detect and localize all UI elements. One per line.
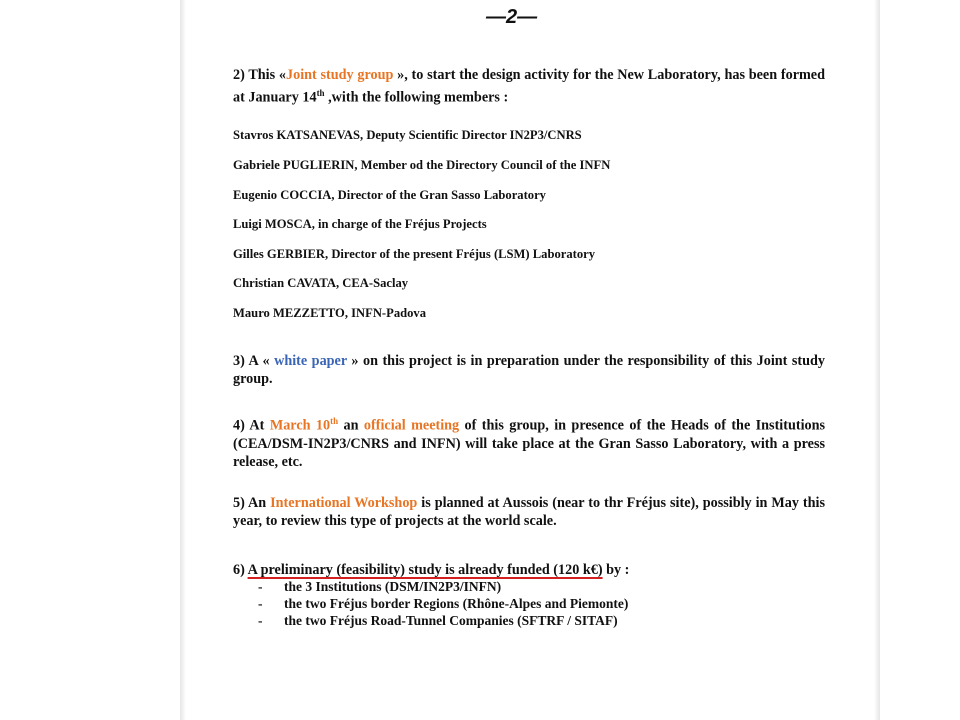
item-6-prefix: 6) <box>233 562 248 578</box>
member-item: Gabriele PUGLIERIN, Member od the Directory Council of the INFN <box>233 158 611 172</box>
item-6-paragraph <box>233 561 825 579</box>
item-4-sup: th <box>330 416 339 426</box>
item-4-prefix: 4) At <box>233 417 270 434</box>
item-3-text: » on this project is in preparation under the responsibility of this Joint study group. <box>233 353 826 387</box>
item-4-text: of this group, in presence of the Heads of the Institutions (CEA/DSM-IN2P3/CNRS and INFN) will take place at the Gran Sasso Laboratory, with a press release, etc. <box>233 417 826 470</box>
page-edge-left <box>180 0 186 720</box>
member-item: Mauro MEZZETTO, INFN-Padova <box>233 306 427 320</box>
item-2-prefix: 2) This « <box>233 67 286 83</box>
item-2-text-1: », to start the design activity for the New Laboratory, has been formed at January 14 <box>233 67 825 106</box>
item-3-paragraph <box>233 352 825 388</box>
item-5-prefix: 5) An <box>233 495 271 511</box>
item-6-text: by : <box>602 562 630 578</box>
page-edge-right <box>874 0 880 720</box>
member-item: Stavros KATSANEVAS, Deputy Scientific Director IN2P3/CNRS <box>233 128 582 142</box>
funding-list-item: - the two Fréjus Road-Tunnel Companies (SFTRF / SITAF) <box>258 613 618 628</box>
funding-list-text: the 3 Institutions (DSM/IN2P3/INFN) <box>284 579 502 594</box>
member-item: Christian CAVATA, CEA-Saclay <box>233 276 409 290</box>
item-5-highlight: International Workshop <box>270 495 418 511</box>
item-3-prefix: 3) A « <box>233 353 275 369</box>
item-6-underlined: A preliminary (feasibility) study is already funded (120 k€) <box>247 562 603 578</box>
page-number: —2— <box>486 6 538 28</box>
item-4-highlight-date: March 10 <box>269 417 331 434</box>
funding-list-item: - the two Fréjus border Regions (Rhône-Alpes and Piemonte) <box>258 596 629 611</box>
item-5-paragraph <box>233 494 825 530</box>
funding-list-text: the two Fréjus Road-Tunnel Companies (SFTRF / SITAF) <box>284 613 618 628</box>
item-5-text: is planned at Aussois (near to thr Fréjus site), possibly in May this year, to review this type of projects at the world scale. <box>233 495 826 529</box>
item-2-sup: th <box>316 88 325 98</box>
funding-list-text: the two Fréjus border Regions (Rhône-Alpes and Piemonte) <box>284 596 629 611</box>
funding-list-item: - the 3 Institutions (DSM/IN2P3/INFN) <box>258 579 502 594</box>
item-2-text-2: ,with the following members : <box>324 89 509 106</box>
member-item: Eugenio COCCIA, Director of the Gran Sasso Laboratory <box>233 188 546 202</box>
item-4-paragraph <box>233 412 825 471</box>
funding-list <box>258 578 628 629</box>
member-item: Gilles GERBIER, Director of the present Fréjus (LSM) Laboratory <box>233 247 596 261</box>
item-4-mid: an <box>338 417 364 434</box>
item-2-paragraph <box>233 66 825 107</box>
item-4-highlight-meeting: official meeting <box>363 417 460 434</box>
item-2-highlight: Joint study group <box>286 67 394 83</box>
item-3-highlight: white paper <box>274 353 347 369</box>
member-item: Luigi MOSCA, in charge of the Fréjus Projects <box>233 217 487 231</box>
